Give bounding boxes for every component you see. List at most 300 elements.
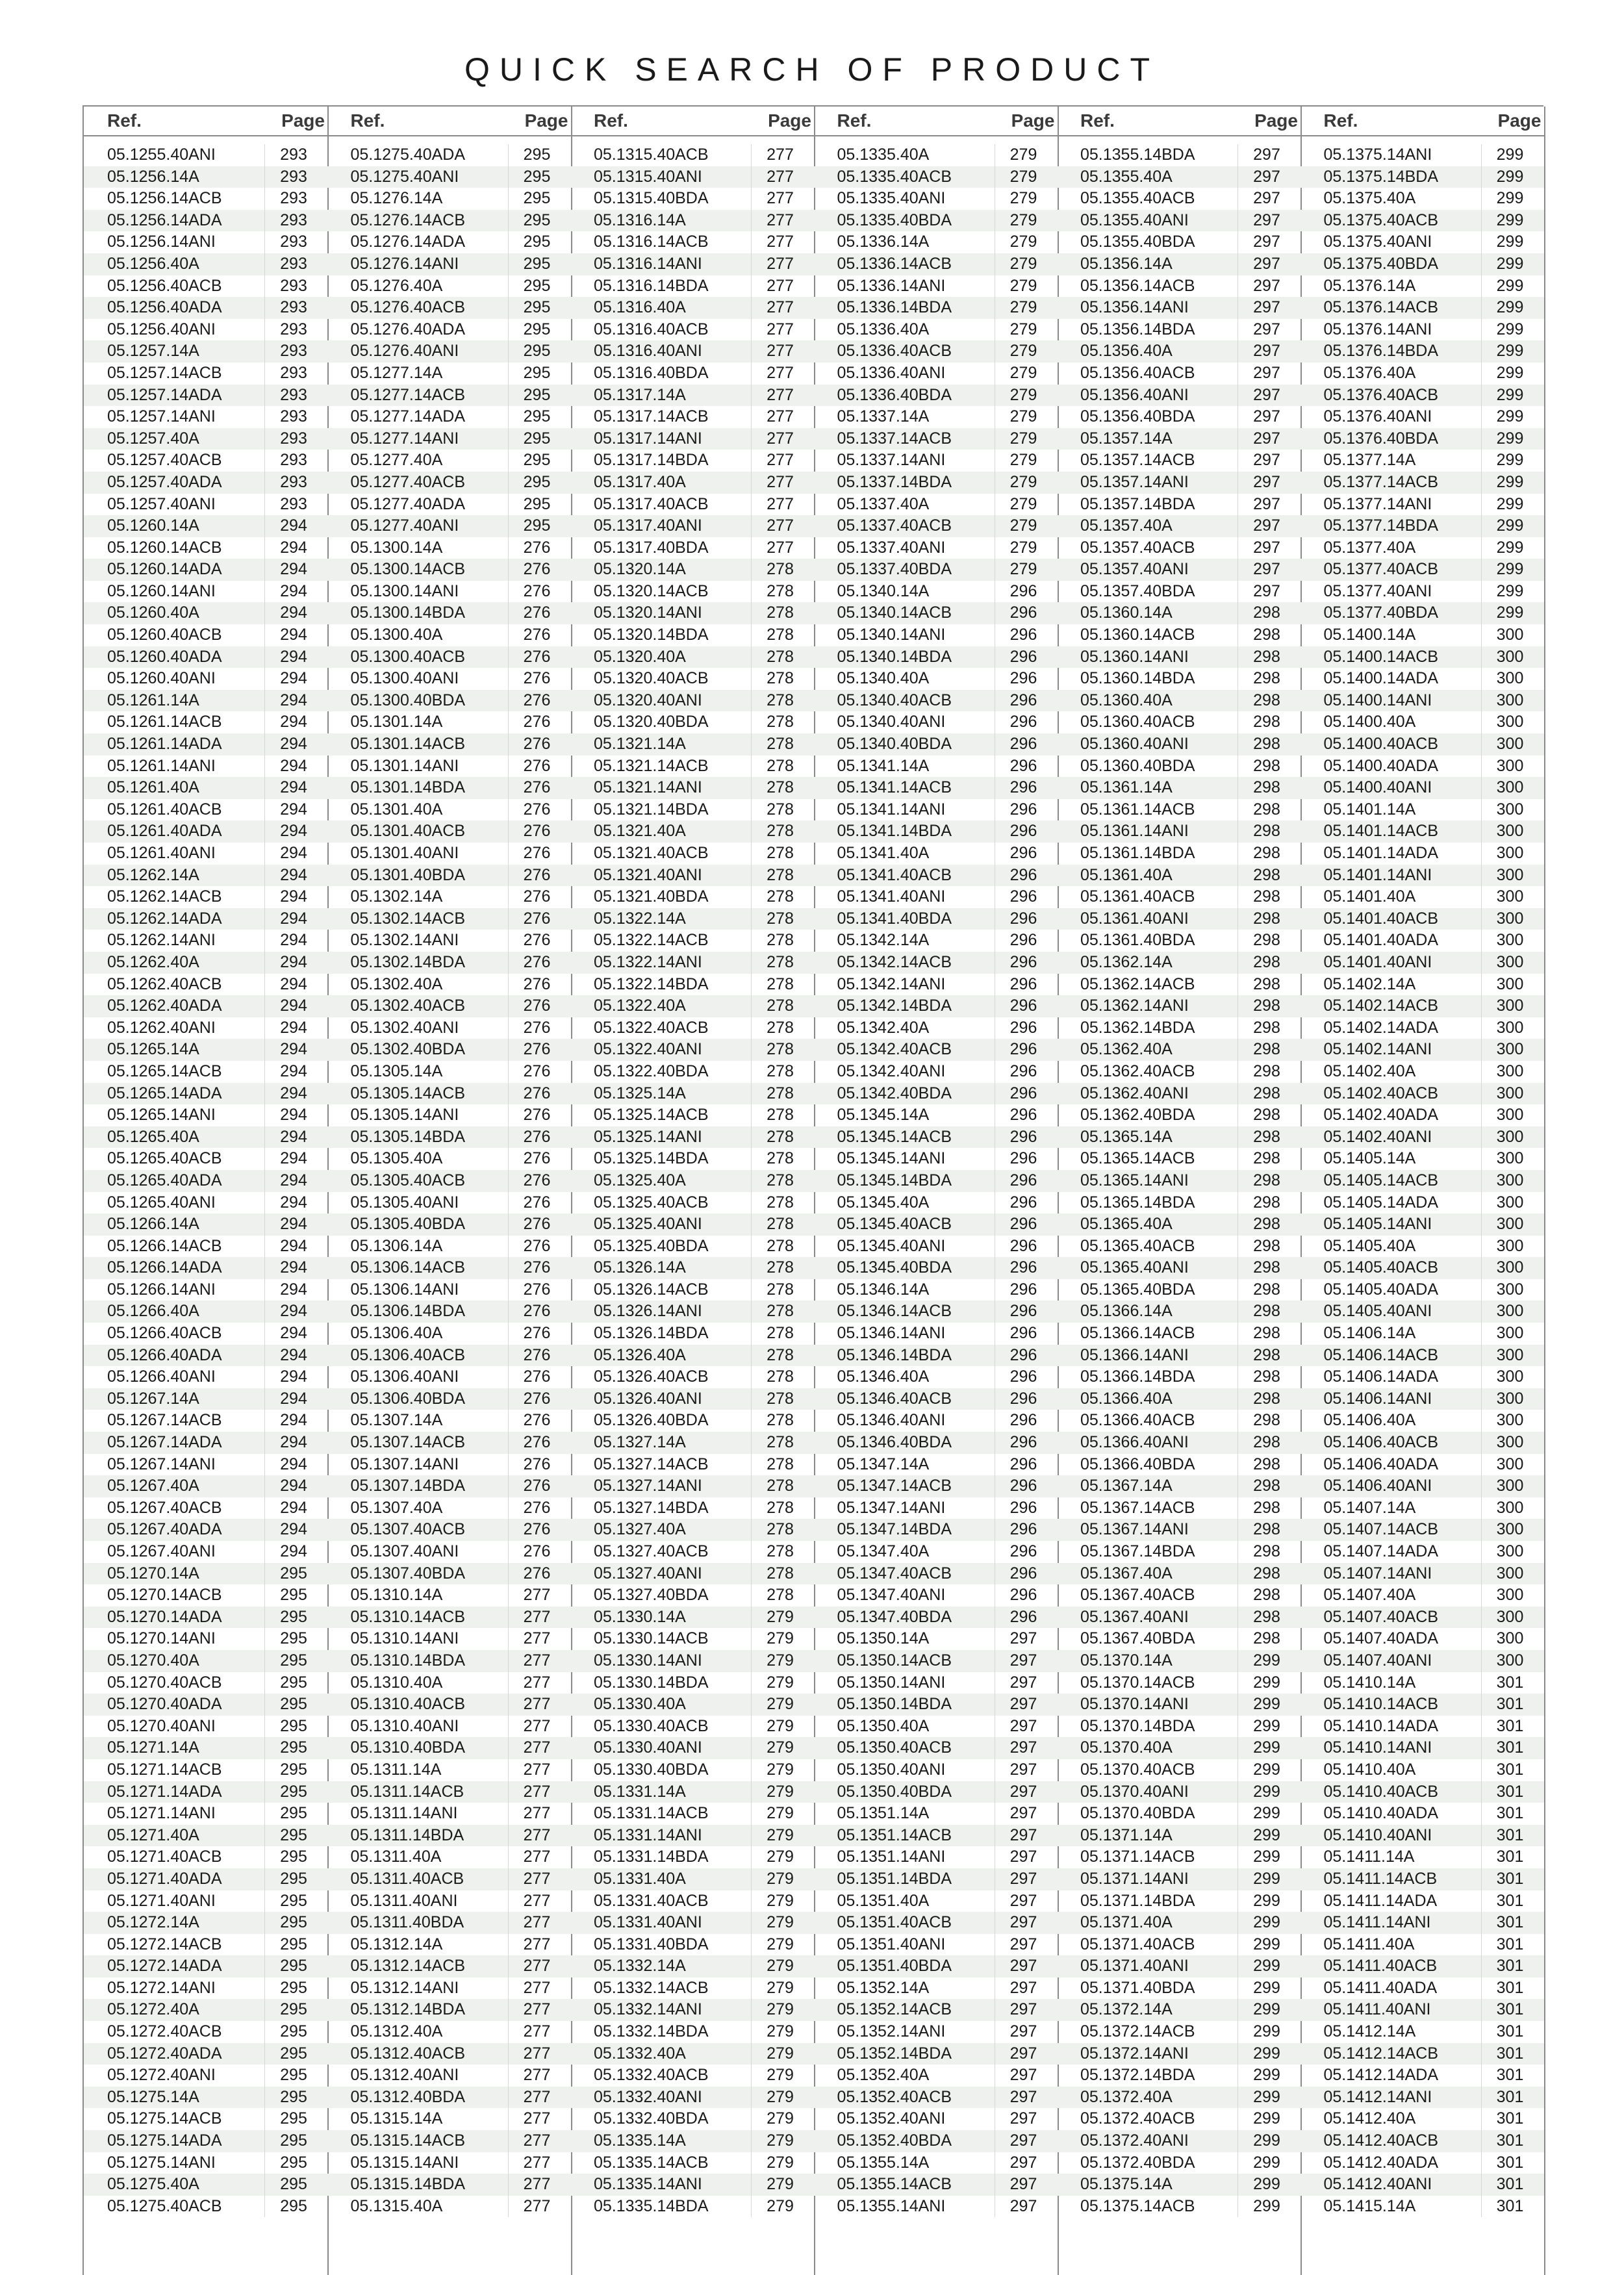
product-ref: 05.1276.40ACB xyxy=(350,298,466,317)
product-ref: 05.1315.14A xyxy=(350,2109,443,2128)
index-row xyxy=(1057,1607,1300,1629)
product-ref: 05.1272.14A xyxy=(107,1913,199,1932)
page-number: 296 xyxy=(1009,1236,1037,1255)
index-row xyxy=(570,1607,814,1629)
index-row xyxy=(570,2152,814,2174)
product-ref: 05.1347.40ANI xyxy=(837,1586,946,1605)
index-row xyxy=(84,2152,327,2174)
page-divider xyxy=(1481,2130,1482,2152)
page-divider xyxy=(1481,1716,1482,1738)
product-ref: 05.1375.40ACB xyxy=(1323,210,1439,229)
page-number: 276 xyxy=(523,1433,551,1452)
page-divider xyxy=(1237,952,1238,974)
index-row xyxy=(814,2021,1058,2043)
page-number: 278 xyxy=(767,1586,794,1605)
index-row xyxy=(570,494,814,516)
index-row xyxy=(84,1759,327,1781)
page-number: 297 xyxy=(1009,2196,1037,2215)
product-ref: 05.1342.14BDA xyxy=(837,997,952,1015)
product-ref: 05.1300.40ANI xyxy=(350,669,459,688)
product-ref: 05.1412.14ACB xyxy=(1323,2044,1439,2063)
product-ref: 05.1407.40ANI xyxy=(1323,1651,1432,1670)
index-row xyxy=(327,210,571,232)
index-row xyxy=(1057,1803,1300,1825)
page-number: 295 xyxy=(280,1760,307,1779)
index-row xyxy=(814,1694,1058,1716)
column-header xyxy=(84,107,327,136)
page-divider xyxy=(508,1716,509,1738)
product-ref: 05.1271.14ADA xyxy=(107,1782,222,1801)
page-divider xyxy=(1481,1607,1482,1629)
page-number: 278 xyxy=(767,1127,794,1146)
page-divider xyxy=(508,2087,509,2109)
index-row xyxy=(570,1934,814,1956)
product-ref: 05.1270.14ACB xyxy=(107,1586,222,1605)
page-number: 278 xyxy=(767,778,794,797)
index-row xyxy=(1300,952,1544,974)
page-number: 293 xyxy=(280,429,307,448)
page-divider xyxy=(1481,319,1482,341)
page-divider xyxy=(1481,624,1482,646)
page-divider xyxy=(1237,1497,1238,1519)
index-row xyxy=(84,450,327,472)
index-row xyxy=(84,537,327,559)
page-divider xyxy=(264,1061,265,1083)
page-number: 294 xyxy=(280,974,307,993)
product-ref: 05.1277.14ADA xyxy=(350,407,466,426)
page-number: 300 xyxy=(1496,1215,1524,1234)
product-ref: 05.1265.40ANI xyxy=(107,1193,216,1212)
index-row xyxy=(1057,930,1300,952)
page-divider xyxy=(264,2021,265,2043)
page-divider xyxy=(1481,1345,1482,1367)
page-number: 296 xyxy=(1009,1607,1037,1626)
page-divider xyxy=(1237,711,1238,733)
page-divider xyxy=(1481,952,1482,974)
product-ref: 05.1405.14ANI xyxy=(1323,1215,1432,1234)
product-ref: 05.1406.40A xyxy=(1323,1411,1416,1430)
page-divider xyxy=(1237,1584,1238,1607)
index-row xyxy=(1300,581,1544,603)
product-ref: 05.1277.14ANI xyxy=(350,429,459,448)
page-number: 299 xyxy=(1496,233,1524,251)
product-ref: 05.1361.14ACB xyxy=(1080,800,1195,819)
product-ref: 05.1376.14A xyxy=(1323,276,1416,295)
index-row xyxy=(1300,799,1544,821)
page-number: 277 xyxy=(767,516,794,535)
page-number: 299 xyxy=(1253,1760,1280,1779)
index-row xyxy=(84,1781,327,1803)
index-row xyxy=(1057,1039,1300,1061)
page-divider xyxy=(1481,1257,1482,1279)
page-number: 298 xyxy=(1253,1367,1280,1386)
product-ref: 05.1345.40ACB xyxy=(837,1215,952,1234)
product-ref: 05.1375.40BDA xyxy=(1323,254,1439,273)
index-row xyxy=(814,1716,1058,1738)
product-ref: 05.1316.40BDA xyxy=(594,363,709,382)
product-ref: 05.1260.14ADA xyxy=(107,560,222,579)
page-divider xyxy=(1481,711,1482,733)
page-number: 295 xyxy=(523,407,551,426)
index-row xyxy=(327,297,571,319)
index-row xyxy=(1057,2196,1300,2218)
page-divider xyxy=(264,2152,265,2174)
index-row xyxy=(1300,1214,1544,1236)
page-divider xyxy=(751,362,752,385)
index-row xyxy=(814,1126,1058,1149)
index-row xyxy=(327,1846,571,1868)
page-number: 294 xyxy=(280,647,307,666)
ref-header: Ref. xyxy=(107,110,142,131)
product-ref: 05.1332.14A xyxy=(594,1957,686,1976)
page-header: Page xyxy=(1254,110,1298,131)
page-divider xyxy=(1237,1170,1238,1192)
index-row xyxy=(327,2130,571,2152)
product-ref: 05.1400.14A xyxy=(1323,626,1416,644)
product-ref: 05.1336.14A xyxy=(837,233,930,251)
index-row xyxy=(327,1999,571,2021)
product-ref: 05.1336.40BDA xyxy=(837,385,952,404)
index-row xyxy=(1057,188,1300,210)
index-row xyxy=(1300,1126,1544,1149)
page-divider xyxy=(751,1497,752,1519)
page-divider xyxy=(264,1104,265,1126)
page-number: 278 xyxy=(767,1564,794,1582)
page-divider xyxy=(264,1432,265,1454)
page-number: 294 xyxy=(280,1389,307,1408)
page-divider xyxy=(1481,974,1482,996)
page-divider xyxy=(264,1890,265,1913)
index-row xyxy=(814,1890,1058,1913)
page-number: 279 xyxy=(1009,451,1037,470)
page-divider xyxy=(1481,1236,1482,1258)
page-divider xyxy=(264,1999,265,2021)
page-divider xyxy=(508,1214,509,1236)
product-ref: 05.1315.14ACB xyxy=(350,2131,466,2150)
page-divider xyxy=(264,515,265,537)
index-row xyxy=(327,1345,571,1367)
product-ref: 05.1321.40BDA xyxy=(594,887,709,906)
page-number: 300 xyxy=(1496,713,1524,731)
product-ref: 05.1371.40ANI xyxy=(1080,1957,1189,1976)
product-ref: 05.1320.14ANI xyxy=(594,604,702,622)
page-number: 296 xyxy=(1009,1040,1037,1059)
page-number: 299 xyxy=(1496,581,1524,600)
index-row xyxy=(327,340,571,362)
page-number: 276 xyxy=(523,1040,551,1059)
product-ref: 05.1402.14A xyxy=(1323,974,1416,993)
index-row xyxy=(1300,711,1544,733)
index-row xyxy=(84,1257,327,1279)
page-number: 299 xyxy=(1496,189,1524,208)
index-row xyxy=(814,1846,1058,1868)
product-ref: 05.1406.40ANI xyxy=(1323,1477,1432,1495)
product-ref: 05.1321.40ANI xyxy=(594,865,702,884)
page-number: 296 xyxy=(1009,1193,1037,1212)
page-number: 294 xyxy=(280,735,307,754)
product-ref: 05.1316.14BDA xyxy=(594,276,709,295)
index-row xyxy=(1057,668,1300,690)
product-ref: 05.1335.40ACB xyxy=(837,167,952,186)
product-ref: 05.1331.40BDA xyxy=(594,1935,709,1953)
product-ref: 05.1300.14A xyxy=(350,538,443,557)
page-number: 297 xyxy=(1009,2109,1037,2128)
page-number: 294 xyxy=(280,1106,307,1125)
product-ref: 05.1256.14ANI xyxy=(107,233,216,251)
index-row xyxy=(570,231,814,253)
page-divider xyxy=(1481,1846,1482,1868)
index-row xyxy=(1057,1432,1300,1454)
page-divider xyxy=(508,1257,509,1279)
index-row xyxy=(1057,1104,1300,1126)
index-row xyxy=(327,1017,571,1039)
page-number: 277 xyxy=(767,429,794,448)
product-ref: 05.1412.14ANI xyxy=(1323,2087,1432,2106)
page-divider xyxy=(508,1650,509,1672)
page-divider xyxy=(508,1694,509,1716)
page-number: 295 xyxy=(280,1607,307,1626)
page-number: 295 xyxy=(280,1651,307,1670)
index-row xyxy=(327,231,571,253)
product-ref: 05.1301.40ACB xyxy=(350,822,466,841)
product-ref: 05.1346.14ACB xyxy=(837,1302,952,1321)
page-divider xyxy=(508,559,509,581)
index-row xyxy=(84,1148,327,1170)
page-number: 299 xyxy=(1496,604,1524,622)
product-ref: 05.1360.40A xyxy=(1080,691,1173,709)
index-row xyxy=(84,1825,327,1847)
product-ref: 05.1415.14A xyxy=(1323,2196,1416,2215)
product-ref: 05.1367.14ANI xyxy=(1080,1520,1189,1539)
page-number: 297 xyxy=(1253,298,1280,317)
page-number: 279 xyxy=(767,2175,794,2194)
page-divider xyxy=(264,930,265,952)
page-number: 278 xyxy=(767,1520,794,1539)
page-number: 299 xyxy=(1253,2066,1280,2085)
index-row xyxy=(84,1104,327,1126)
product-ref: 05.1410.14A xyxy=(1323,1673,1416,1692)
page-divider xyxy=(264,1236,265,1258)
page-divider xyxy=(1237,515,1238,537)
page-divider xyxy=(1237,1257,1238,1279)
product-ref: 05.1260.14A xyxy=(107,516,199,535)
page-number: 298 xyxy=(1253,1018,1280,1037)
product-ref: 05.1302.14A xyxy=(350,887,443,906)
product-ref: 05.1270.40A xyxy=(107,1651,199,1670)
product-ref: 05.1357.40A xyxy=(1080,516,1173,535)
product-ref: 05.1412.40ANI xyxy=(1323,2175,1432,2194)
index-row xyxy=(1300,1497,1544,1519)
product-ref: 05.1317.40ACB xyxy=(594,494,709,513)
product-ref: 05.1407.14ACB xyxy=(1323,1520,1439,1539)
index-row xyxy=(814,1650,1058,1672)
product-ref: 05.1331.14ANI xyxy=(594,1825,702,1844)
page-divider xyxy=(751,1955,752,1977)
product-ref: 05.1332.40ANI xyxy=(594,2087,702,2106)
page-number: 298 xyxy=(1253,1149,1280,1168)
page-number: 276 xyxy=(523,560,551,579)
page-divider xyxy=(751,865,752,887)
page-number: 297 xyxy=(1253,385,1280,404)
page-divider xyxy=(1481,494,1482,516)
page-number: 298 xyxy=(1253,865,1280,884)
page-number: 276 xyxy=(523,997,551,1015)
page-number: 297 xyxy=(1253,233,1280,251)
index-row xyxy=(1057,1083,1300,1105)
product-ref: 05.1366.14ACB xyxy=(1080,1324,1195,1343)
index-row xyxy=(84,690,327,712)
product-ref: 05.1402.40ANI xyxy=(1323,1127,1432,1146)
page-divider xyxy=(264,756,265,778)
page-divider xyxy=(1237,1934,1238,1956)
page-number: 277 xyxy=(767,342,794,361)
index-row xyxy=(1300,1279,1544,1301)
page-number: 279 xyxy=(767,2000,794,2019)
product-ref: 05.1310.14BDA xyxy=(350,1651,466,1670)
product-ref: 05.1341.14BDA xyxy=(837,822,952,841)
page-divider xyxy=(264,1650,265,1672)
product-ref: 05.1271.14ANI xyxy=(107,1804,216,1823)
index-row xyxy=(84,472,327,494)
index-row xyxy=(570,297,814,319)
product-ref: 05.1266.14ADA xyxy=(107,1258,222,1277)
index-row xyxy=(1300,319,1544,341)
page-number: 298 xyxy=(1253,1106,1280,1125)
index-column xyxy=(814,107,1059,2275)
index-row xyxy=(84,1475,327,1497)
product-ref: 05.1345.14ANI xyxy=(837,1149,946,1168)
page-divider xyxy=(508,865,509,887)
product-ref: 05.1371.14A xyxy=(1080,1825,1173,1844)
page-number: 296 xyxy=(1009,691,1037,709)
product-ref: 05.1356.40BDA xyxy=(1080,407,1195,426)
index-row xyxy=(814,581,1058,603)
index-row xyxy=(327,1584,571,1607)
index-row xyxy=(1300,1519,1544,1541)
page-number: 279 xyxy=(767,1651,794,1670)
page-number: 277 xyxy=(767,210,794,229)
page-divider xyxy=(1237,646,1238,668)
index-row xyxy=(814,472,1058,494)
page-number: 277 xyxy=(767,276,794,295)
page-number: 297 xyxy=(1009,2175,1037,2194)
page-divider xyxy=(1481,472,1482,494)
index-row xyxy=(814,952,1058,974)
page-divider xyxy=(508,711,509,733)
index-row xyxy=(570,1366,814,1388)
page-number: 298 xyxy=(1253,1280,1280,1299)
page-number: 279 xyxy=(767,1673,794,1692)
page-divider xyxy=(1481,2174,1482,2196)
product-ref: 05.1315.40A xyxy=(350,2196,443,2215)
index-row xyxy=(814,908,1058,930)
page-number: 300 xyxy=(1496,1345,1524,1364)
product-ref: 05.1305.40ANI xyxy=(350,1193,459,1212)
index-row xyxy=(1300,515,1544,537)
page-number: 279 xyxy=(767,2066,794,2085)
page-divider xyxy=(751,472,752,494)
index-row xyxy=(327,1366,571,1388)
page-number: 279 xyxy=(767,1738,794,1757)
page-divider xyxy=(508,646,509,668)
product-ref: 05.1406.40ACB xyxy=(1323,1433,1439,1452)
page-number: 294 xyxy=(280,626,307,644)
index-row xyxy=(1300,166,1544,188)
index-row xyxy=(1300,820,1544,843)
page-divider xyxy=(264,1977,265,2000)
index-row xyxy=(84,733,327,756)
product-ref: 05.1341.14A xyxy=(837,756,930,775)
product-ref: 05.1406.14ADA xyxy=(1323,1367,1439,1386)
product-ref: 05.1330.14BDA xyxy=(594,1673,709,1692)
product-ref: 05.1372.40A xyxy=(1080,2087,1173,2106)
product-ref: 05.1345.14A xyxy=(837,1106,930,1125)
index-row xyxy=(1057,231,1300,253)
product-ref: 05.1357.40ACB xyxy=(1080,538,1195,557)
page-number: 278 xyxy=(767,1171,794,1189)
page-divider xyxy=(1481,450,1482,472)
page-number: 279 xyxy=(767,1695,794,1714)
page-divider xyxy=(1481,210,1482,232)
index-row xyxy=(814,1977,1058,2000)
product-ref: 05.1301.40ANI xyxy=(350,844,459,862)
page-divider xyxy=(264,319,265,341)
index-row xyxy=(570,1781,814,1803)
index-row xyxy=(814,1607,1058,1629)
product-ref: 05.1401.40ACB xyxy=(1323,909,1439,928)
product-ref: 05.1341.40BDA xyxy=(837,909,952,928)
index-row xyxy=(84,2196,327,2218)
page-header: Page xyxy=(281,110,325,131)
page-number: 298 xyxy=(1253,1084,1280,1102)
product-ref: 05.1270.14ADA xyxy=(107,1607,222,1626)
product-ref: 05.1322.40BDA xyxy=(594,1061,709,1080)
product-ref: 05.1406.40ADA xyxy=(1323,1455,1439,1473)
page-divider xyxy=(1481,166,1482,188)
page-number: 279 xyxy=(767,2022,794,2041)
product-ref: 05.1401.40ANI xyxy=(1323,952,1432,971)
page-number: 296 xyxy=(1009,1389,1037,1408)
page-divider xyxy=(508,886,509,908)
page-divider xyxy=(264,908,265,930)
page-number: 299 xyxy=(1496,276,1524,295)
page-number: 277 xyxy=(767,189,794,208)
page-divider xyxy=(751,1781,752,1803)
product-ref: 05.1325.14ACB xyxy=(594,1106,709,1125)
index-row xyxy=(814,1541,1058,1563)
product-ref: 05.1276.14A xyxy=(350,189,443,208)
page-number: 277 xyxy=(523,1586,551,1605)
page-number: 300 xyxy=(1496,1018,1524,1037)
index-row xyxy=(814,1454,1058,1476)
page-divider xyxy=(1237,1977,1238,2000)
product-ref: 05.1322.14BDA xyxy=(594,974,709,993)
product-ref: 05.1326.40ANI xyxy=(594,1389,702,1408)
index-row xyxy=(84,1039,327,1061)
product-ref: 05.1341.14ANI xyxy=(837,800,946,819)
page-number: 276 xyxy=(523,1302,551,1321)
page-divider xyxy=(751,1148,752,1170)
page-number: 297 xyxy=(1253,254,1280,273)
index-row xyxy=(814,1192,1058,1214)
page-number: 279 xyxy=(767,2109,794,2128)
index-row xyxy=(84,756,327,778)
page-divider xyxy=(508,1934,509,1956)
page-number: 277 xyxy=(523,2044,551,2063)
product-ref: 05.1407.40A xyxy=(1323,1586,1416,1605)
page-divider xyxy=(508,1607,509,1629)
page-divider xyxy=(1481,1912,1482,1934)
